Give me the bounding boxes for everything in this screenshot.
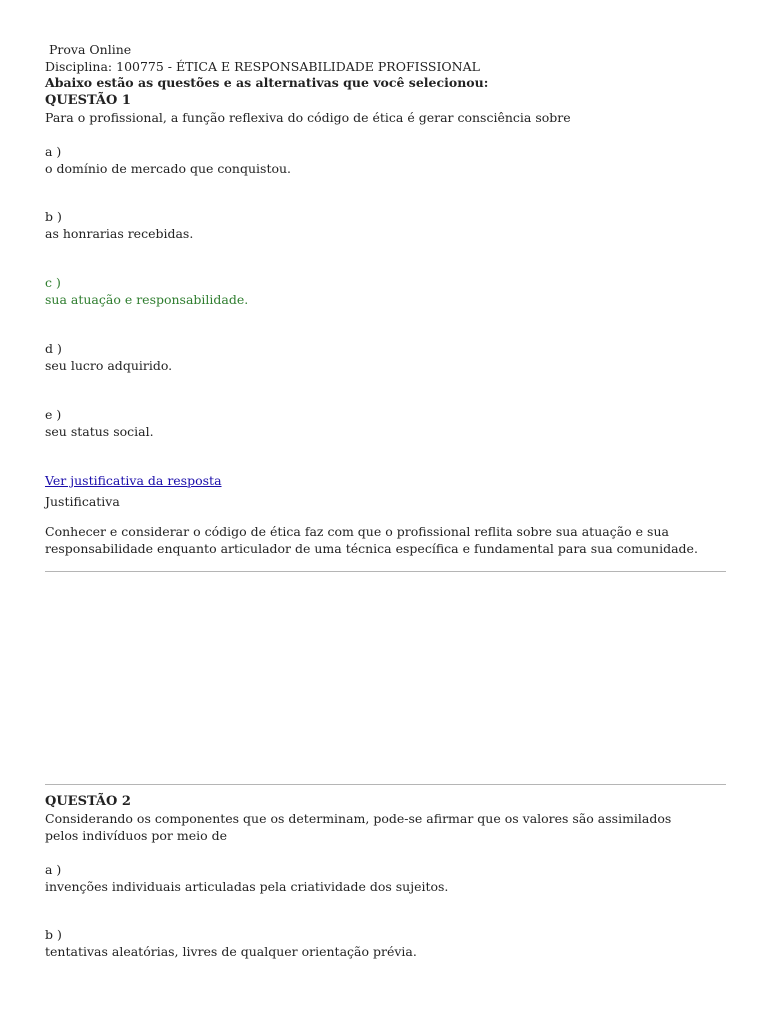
divider xyxy=(45,571,726,572)
alternative-a xyxy=(45,861,725,895)
discipline-line: Disciplina: 100775 - ÉTICA E RESPONSABILIDADE PROFISSIONAL xyxy=(45,58,480,74)
alternative-b xyxy=(45,208,725,242)
page-title: Prova Online xyxy=(49,42,132,57)
alternative-e xyxy=(45,406,725,440)
question-2 xyxy=(45,793,725,960)
alternative-text: seu lucro adquirido. xyxy=(45,357,173,373)
question-stem: Considerando os componentes que os determinam, pode-se afirmar que os valores são assimilados pelos indivíduos por meio de xyxy=(45,810,672,843)
alternative-letter: a ) xyxy=(45,861,62,877)
alternative-text: sua atuação e responsabilidade. xyxy=(45,291,249,307)
alternative-letter: c ) xyxy=(45,274,61,290)
alternative-text: seu status social. xyxy=(45,423,154,439)
alternative-letter: b ) xyxy=(45,926,62,942)
alternative-letter: d ) xyxy=(45,340,62,356)
alternative-c-selected xyxy=(45,274,725,308)
justification-text: Conhecer e considerar o código de ética faz com que o profissional reflita sobre sua atuação e sua responsabilidade enquanto articulador de uma técnica específica e fundamental para sua comunidade. xyxy=(45,523,698,556)
divider xyxy=(45,784,726,785)
justification-label: Justificativa xyxy=(45,493,120,509)
question-stem: Para o profissional, a função reflexiva do código de ética é gerar consciência sobre xyxy=(45,109,571,125)
alternative-b xyxy=(45,926,725,960)
alternative-text: tentativas aleatórias, livres de qualquer orientação prévia. xyxy=(45,943,417,959)
alternative-letter: a ) xyxy=(45,143,62,159)
question-title: QUESTÃO 1 xyxy=(45,92,131,108)
alternative-letter: e ) xyxy=(45,406,62,422)
question-1 xyxy=(45,92,725,558)
exam-review-page xyxy=(45,42,725,960)
view-justification-link[interactable]: Ver justificativa da resposta xyxy=(45,472,222,488)
alternative-text: o domínio de mercado que conquistou. xyxy=(45,160,292,176)
alternative-text: invenções individuais articuladas pela criatividade dos sujeitos. xyxy=(45,878,449,894)
alternative-d xyxy=(45,340,725,374)
question-title: QUESTÃO 2 xyxy=(45,793,131,809)
page-subtitle: Abaixo estão as questões e as alternativas que você selecionou: xyxy=(45,75,489,90)
alternative-a xyxy=(45,143,725,177)
alternative-letter: b ) xyxy=(45,208,62,224)
alternative-text: as honrarias recebidas. xyxy=(45,225,194,241)
